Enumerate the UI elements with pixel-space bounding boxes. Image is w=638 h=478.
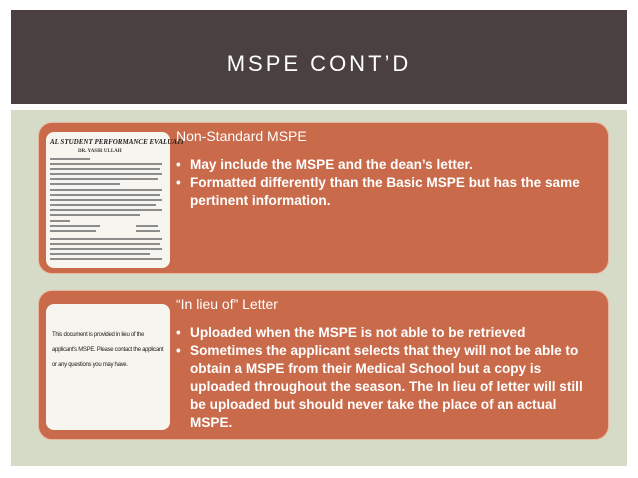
thumbnail-text-line — [50, 189, 162, 191]
thumbnail-text-line — [50, 253, 150, 255]
bullet-icon: • — [176, 325, 181, 340]
bullet-item — [176, 156, 598, 174]
bullet-icon: • — [176, 157, 181, 172]
bullet-item — [176, 342, 598, 432]
thumbnail-doc-title: AL STUDENT PERFORMANCE EVALUATI — [50, 138, 184, 146]
card-heading: “In lieu of” Letter — [176, 296, 278, 312]
bullet-text: Uploaded when the MSPE is not able to be retrieved — [190, 325, 526, 340]
thumbnail-letter-text: This document is provided in lieu of the applicant's MSPE. Please contact the applicant or any questions you may have. — [52, 332, 164, 368]
thumbnail-text-line — [50, 214, 140, 216]
thumbnail-text-line — [50, 230, 96, 232]
thumbnail-text-line — [50, 220, 70, 222]
bullet-text: May include the MSPE and the dean’s letter. — [190, 157, 473, 172]
thumbnail-doc-subtitle: DR. YASIR ULLAH — [78, 149, 122, 154]
bullet-list — [176, 324, 598, 432]
card-in-lieu-of-letter — [38, 290, 609, 440]
card-body — [176, 127, 598, 210]
thumbnail-text-line — [50, 158, 90, 160]
thumbnail-text-line — [50, 209, 162, 211]
bullet-list — [176, 156, 598, 210]
thumbnail-text-line — [50, 173, 162, 175]
thumbnail-text-line — [50, 243, 160, 245]
thumbnail-text-line — [136, 230, 160, 232]
thumbnail-text-line — [50, 238, 162, 240]
thumbnail-text-line — [50, 194, 160, 196]
thumbnail-text-line — [50, 248, 162, 250]
thumbnail-text-line — [50, 178, 158, 180]
bullet-text: Formatted differently than the Basic MSPE but has the same pertinent information. — [190, 175, 580, 208]
thumbnail-text-line — [50, 199, 162, 201]
thumbnail-text-line — [50, 204, 156, 206]
thumbnail-text-line — [50, 163, 162, 165]
thumbnail-text-line — [50, 258, 162, 260]
bullet-text: Sometimes the applicant selects that they will not be able to obtain a MSPE from their Medical School but a copy is uploaded throughout the season. The In lieu of letter will still be uploaded but should never take the place of an actual MSPE. — [190, 343, 583, 430]
card-body — [176, 295, 598, 432]
thumbnail-text-line — [50, 183, 120, 185]
in-lieu-letter-thumbnail — [46, 304, 170, 430]
bullet-item — [176, 174, 598, 210]
thumbnail-text-line — [136, 225, 158, 227]
thumbnail-text-line — [50, 225, 100, 227]
mspe-document-thumbnail — [46, 132, 184, 268]
card-heading: Non-Standard MSPE — [176, 128, 307, 144]
card-non-standard-mspe — [38, 122, 609, 274]
thumbnail-text-line — [50, 168, 160, 170]
title-bar — [11, 10, 627, 104]
bullet-icon: • — [176, 343, 181, 358]
bullet-item — [176, 324, 598, 342]
slide-title: MSPE CONT’D — [226, 51, 412, 76]
bullet-icon: • — [176, 175, 181, 190]
